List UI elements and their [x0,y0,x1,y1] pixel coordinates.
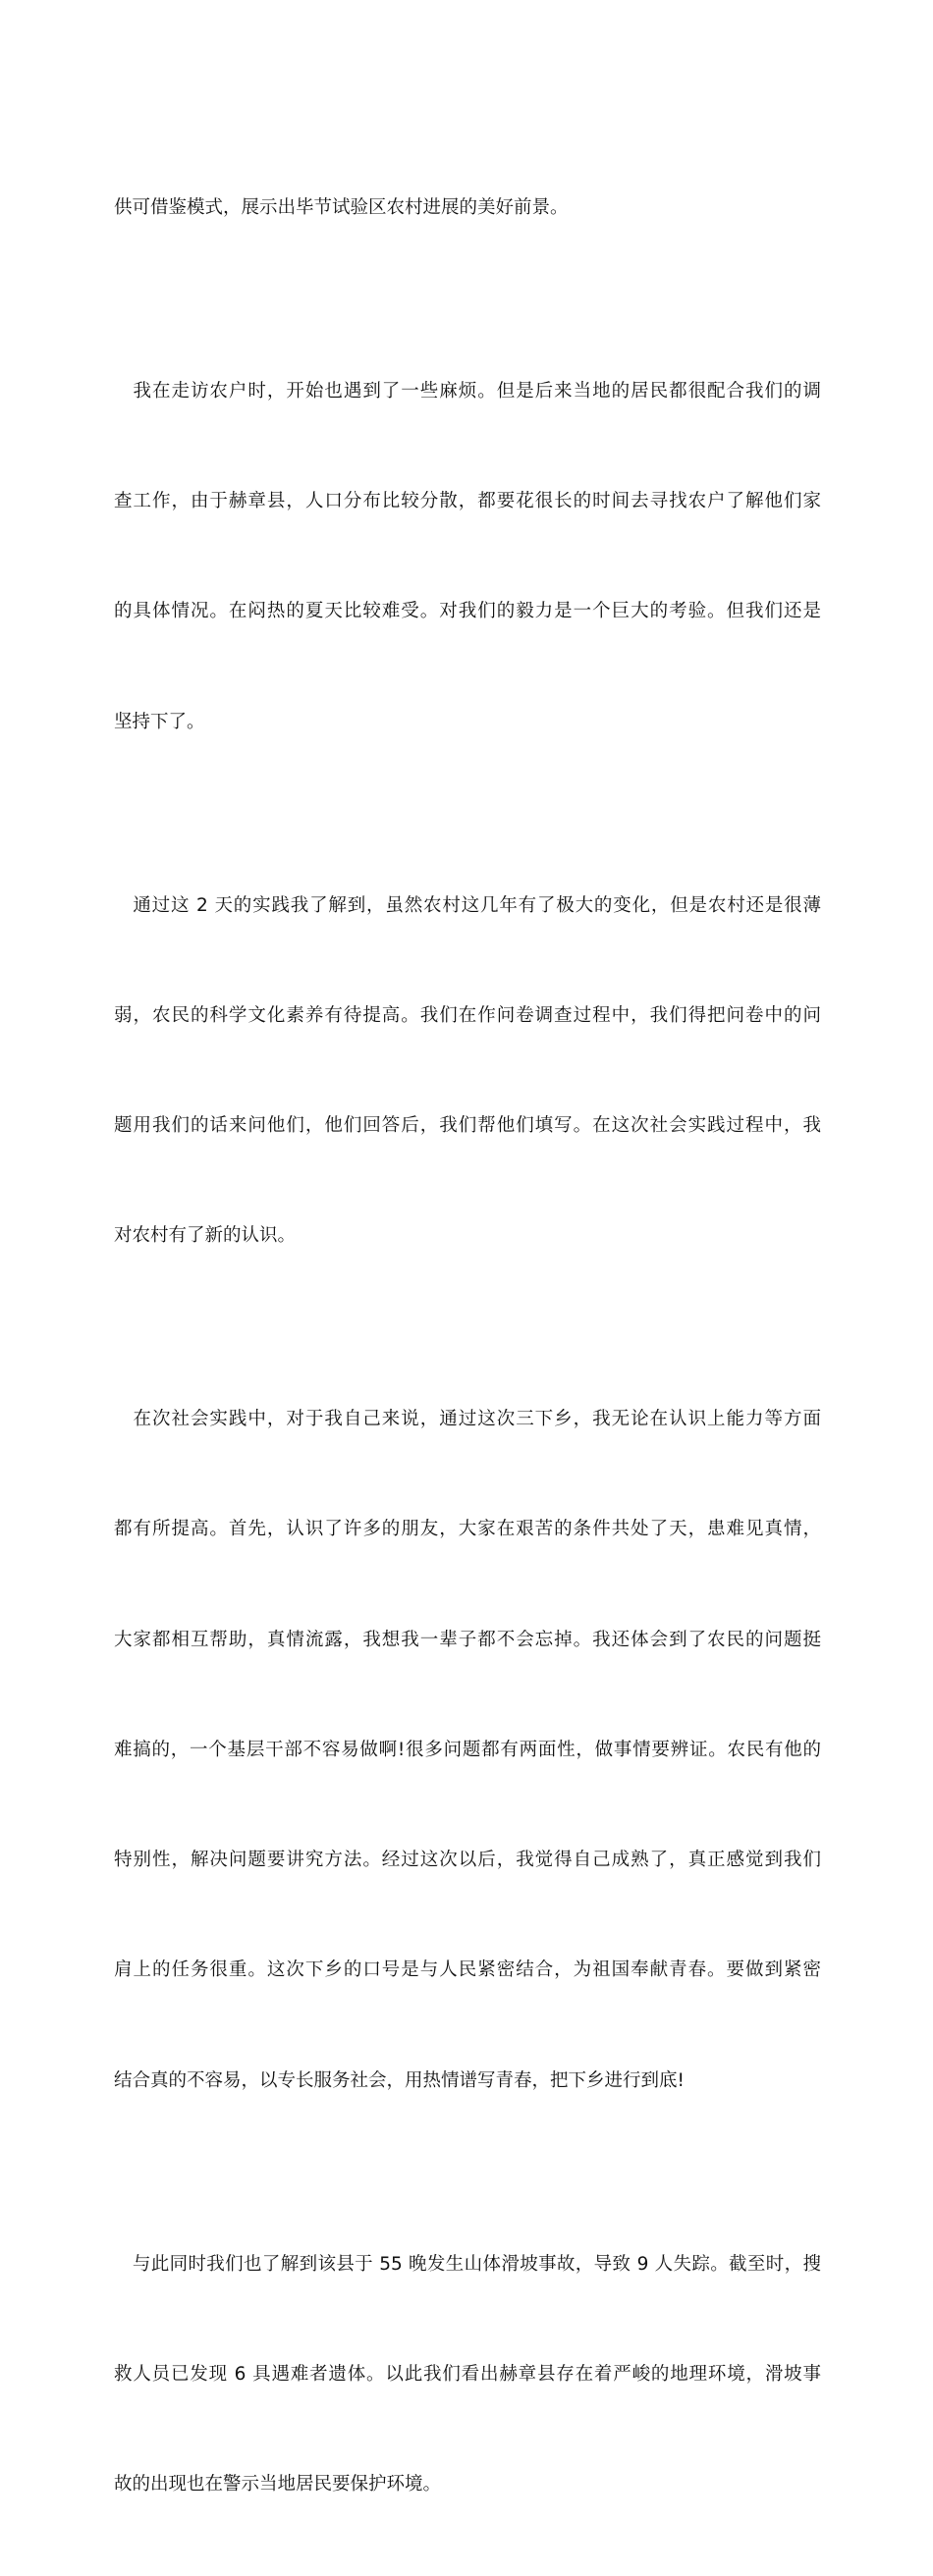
paragraph-line: 特别性，解决问题要讲究方法。经过这次以后，我觉得自己成熟了，真正感觉到我们 [114,1850,821,1871]
paragraph-line [114,1401,821,1437]
paragraph-line: 题用我们的话来问他们，他们回答后，我们帮他们填写。在这次社会实践过程中，我 [114,1114,821,1136]
paragraph-line: 查工作，由于赫章县，人口分布比较分散，都要花很长的时间去寻找农户了解他们家 [114,491,821,512]
paragraph-line: 大家都相互帮助，真情流露，我想我一辈子都不会忘掉。我还体会到了农民的问题挺 [114,1629,821,1650]
paragraph-5 [114,2173,821,2576]
paragraph-line-text: 与此同时我们也了解到该县于 55 晚发生山体滑坡事故，导致 9 人失踪。截至时，搜 [132,2253,821,2275]
paragraph-line: 坚持下了。 [114,711,205,732]
paragraph-2 [114,299,821,814]
paragraph-line: 供可借鉴模式，展示出毕节试验区农村进展的美好前景。 [114,196,569,218]
paragraph-4 [114,1327,821,2172]
paragraph-line: 结合真的不容易，以专长服务社会，用热情谱写青春，把下乡进行到底! [114,2069,685,2091]
paragraph-line: 的具体情况。在闷热的夏天比较难受。对我们的毅力是一个巨大的考验。但我们还是 [114,601,821,622]
document-body [114,116,821,2576]
paragraph-line: 肩上的任务很重。这次下乡的口号是与人民紧密结合，为祖国奉献青春。要做到紧密 [114,1959,821,1981]
paragraph-line [114,2246,821,2282]
paragraph-line: 难搞的，一个基层干部不容易做啊!很多问题都有两面性，做事情要辨证。农民有他的 [114,1739,821,1760]
paragraph-line-text: 我在走访农户时，开始也遇到了一些麻烦。但是后来当地的居民都很配合我们的调 [132,380,821,402]
paragraph-line-text: 通过这 2 天的实践我了解到，虽然农村这几年有了极大的变化，但是农村还是很薄 [132,894,821,916]
paragraph-line-text: 在次社会实践中，对于我自己来说，通过这次三下乡，我无论在认识上能力等方面 [132,1409,821,1430]
paragraph-line: 对农村有了新的认识。 [114,1225,297,1247]
paragraph-1 [114,116,821,299]
paragraph-line: 都有所提高。首先，认识了许多的朋友，大家在艰苦的条件共处了天，患难见真情， [114,1519,821,1540]
paragraph-line [114,373,821,409]
paragraph-line: 弱，农民的科学文化素养有待提高。我们在作问卷调查过程中，我们得把问卷中的问 [114,1004,821,1026]
paragraph-line [114,887,821,924]
paragraph-line: 故的出现也在警示当地居民要保护环境。 [114,2474,442,2495]
paragraph-3 [114,814,821,1328]
paragraph-line: 救人员已发现 6 具遇难者遗体。以此我们看出赫章县存在着严峻的地理环境，滑坡事 [114,2363,821,2385]
